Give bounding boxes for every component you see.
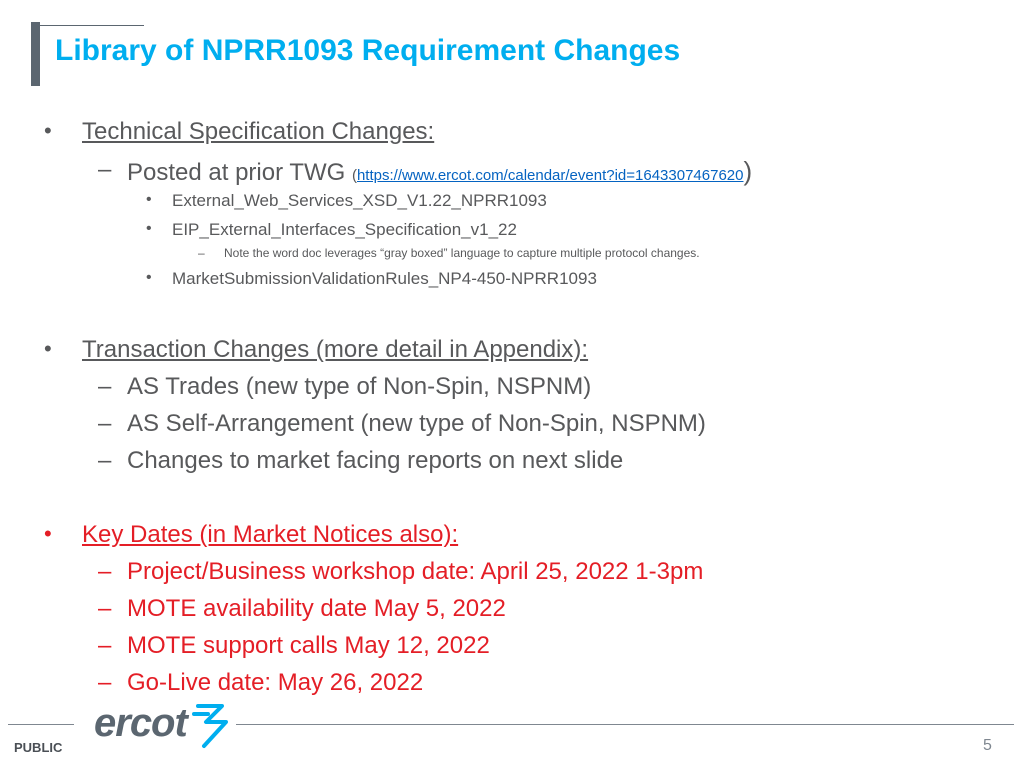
ercot-logo [94,700,230,752]
footer-rule-right [236,724,1014,725]
dash-marker: – [98,669,112,696]
slide-title: Library of NPRR1093 Requirement Changes [55,34,681,67]
dash-marker: – [98,632,112,659]
transaction-heading: Transaction Changes (more detail in Appendix): [82,336,589,363]
bullet-marker: • [44,521,52,546]
bullet-marker: • [44,118,52,143]
posted-at-twg-line [127,156,752,187]
dash-marker: – [98,410,112,437]
key-dates-heading: Key Dates (in Market Notices also): [82,521,459,548]
key-date-item: Project/Business workshop date: April 25, 2022 1-3pm [127,558,704,585]
link-open-paren: ( [351,167,357,184]
posted-prefix: Posted at prior TWG [127,159,352,186]
transaction-item: AS Self-Arrangement (new type of Non-Spin, NSPNM) [127,410,706,437]
logo-wordmark: ercot [94,701,187,745]
key-date-item: MOTE availability date May 5, 2022 [127,595,506,622]
title-accent-bar [31,22,40,86]
sub-bullet-marker: • [146,220,152,237]
spec-note: Note the word doc leverages “gray boxed” language to capture multiple protocol changes. [224,246,700,260]
tech-spec-heading: Technical Specification Changes: [82,118,435,145]
key-date-item: MOTE support calls May 12, 2022 [127,632,490,659]
spec-item: MarketSubmissionValidationRules_NP4-450-NPRR1093 [172,269,597,288]
dash-marker: – [98,447,112,474]
dash-marker: – [198,246,205,260]
twg-event-link[interactable]: https://www.ercot.com/calendar/event?id=1643307467620 [356,167,744,184]
bolt-icon [194,706,226,746]
key-date-item: Go-Live date: May 26, 2022 [127,669,424,696]
dash-marker: – [98,373,112,400]
bullet-marker: • [44,336,52,361]
classification-label: PUBLIC [14,740,63,755]
dash-marker: – [98,156,112,183]
spec-item: External_Web_Services_XSD_V1.22_NPRR1093 [172,191,547,210]
dash-marker: – [98,558,112,585]
sub-bullet-marker: • [146,191,152,208]
footer-rule-left [8,724,74,725]
page-number: 5 [983,737,992,754]
sub-bullet-marker: • [146,269,152,286]
title-top-rule [40,25,144,26]
link-close-paren: ) [743,156,753,186]
dash-marker: – [98,595,112,622]
spec-item: EIP_External_Interfaces_Specification_v1_22 [172,220,517,239]
transaction-item: AS Trades (new type of Non-Spin, NSPNM) [127,373,592,400]
transaction-item: Changes to market facing reports on next slide [127,447,624,474]
